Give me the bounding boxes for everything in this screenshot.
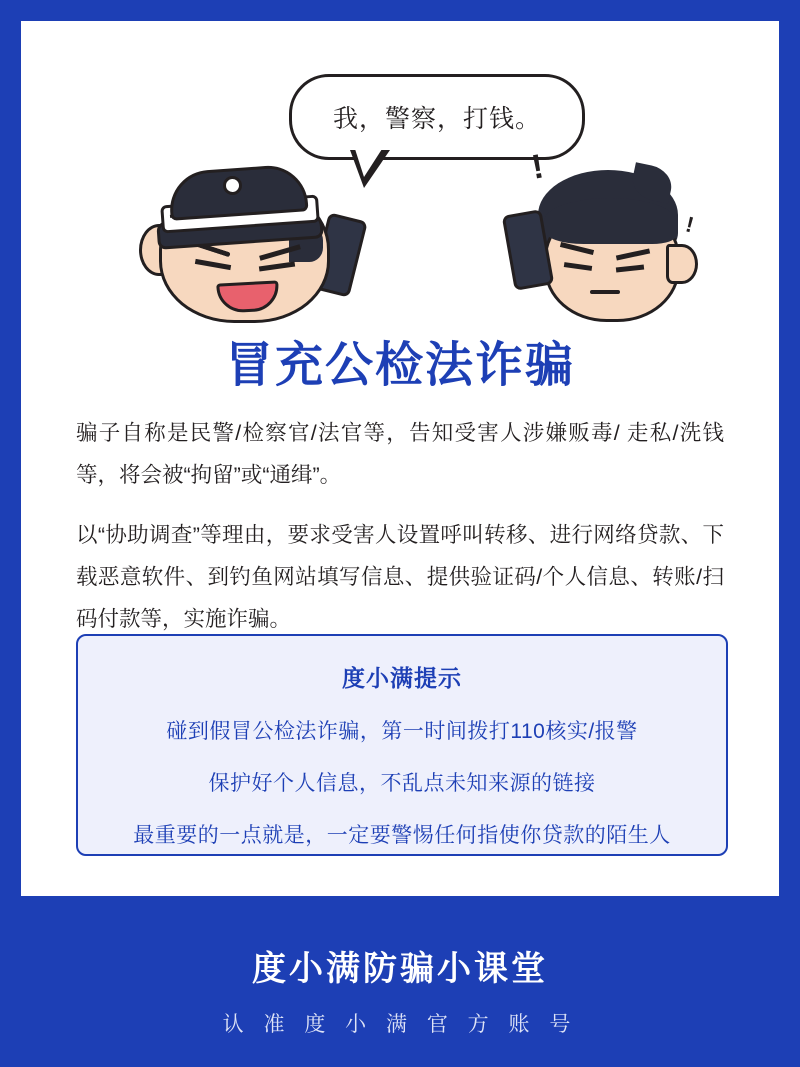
footer <box>0 899 800 1067</box>
victim-character <box>504 147 714 324</box>
tip-line-2: 保护好个人信息，不乱点未知来源的链接 <box>208 772 596 795</box>
shock-mark-icon: ! <box>528 147 547 187</box>
illustration <box>34 34 766 324</box>
page-title: 冒充公检法诈骗 <box>224 339 575 392</box>
footer-title: 度小满防骗小课堂 <box>252 950 548 988</box>
poster-inner-frame <box>18 18 782 899</box>
tip-line-1: 碰到假冒公检法诈骗，第一时间拨打110核实/报警 <box>166 720 638 743</box>
body-text <box>76 412 724 658</box>
tip-box-title: 度小满提示 <box>342 665 462 691</box>
victim-mouth <box>590 290 620 294</box>
speech-bubble <box>289 74 585 160</box>
shock-mark-small-icon: ! <box>683 211 697 238</box>
tip-line-3: 最重要的一点就是，一定要警惕任何指使你贷款的陌生人 <box>133 824 671 847</box>
footer-subtitle: 认 准 度 小 满 官 方 账 号 <box>222 1013 578 1036</box>
victim-ear <box>666 244 698 284</box>
body-paragraph-2: 以“协助调查”等理由，要求受害人设置呼叫转移、进行网络贷款、下载恶意软件、到钓鱼网站填写信息、提供验证码/个人信息、转账/扫码付款等，实施诈骗。 <box>76 523 724 631</box>
tip-box <box>76 634 728 856</box>
speech-bubble-text: 我，警察，打钱。 <box>332 105 541 133</box>
policeman-character <box>139 164 359 324</box>
poster-content-area <box>34 34 766 883</box>
body-paragraph-1: 骗子自称是民警/检察官/法官等，告知受害人涉嫌贩毒/ 走私/洗钱等，将会被“拘留”或“通缉”。 <box>76 421 724 487</box>
victim-hair-front <box>544 198 676 244</box>
